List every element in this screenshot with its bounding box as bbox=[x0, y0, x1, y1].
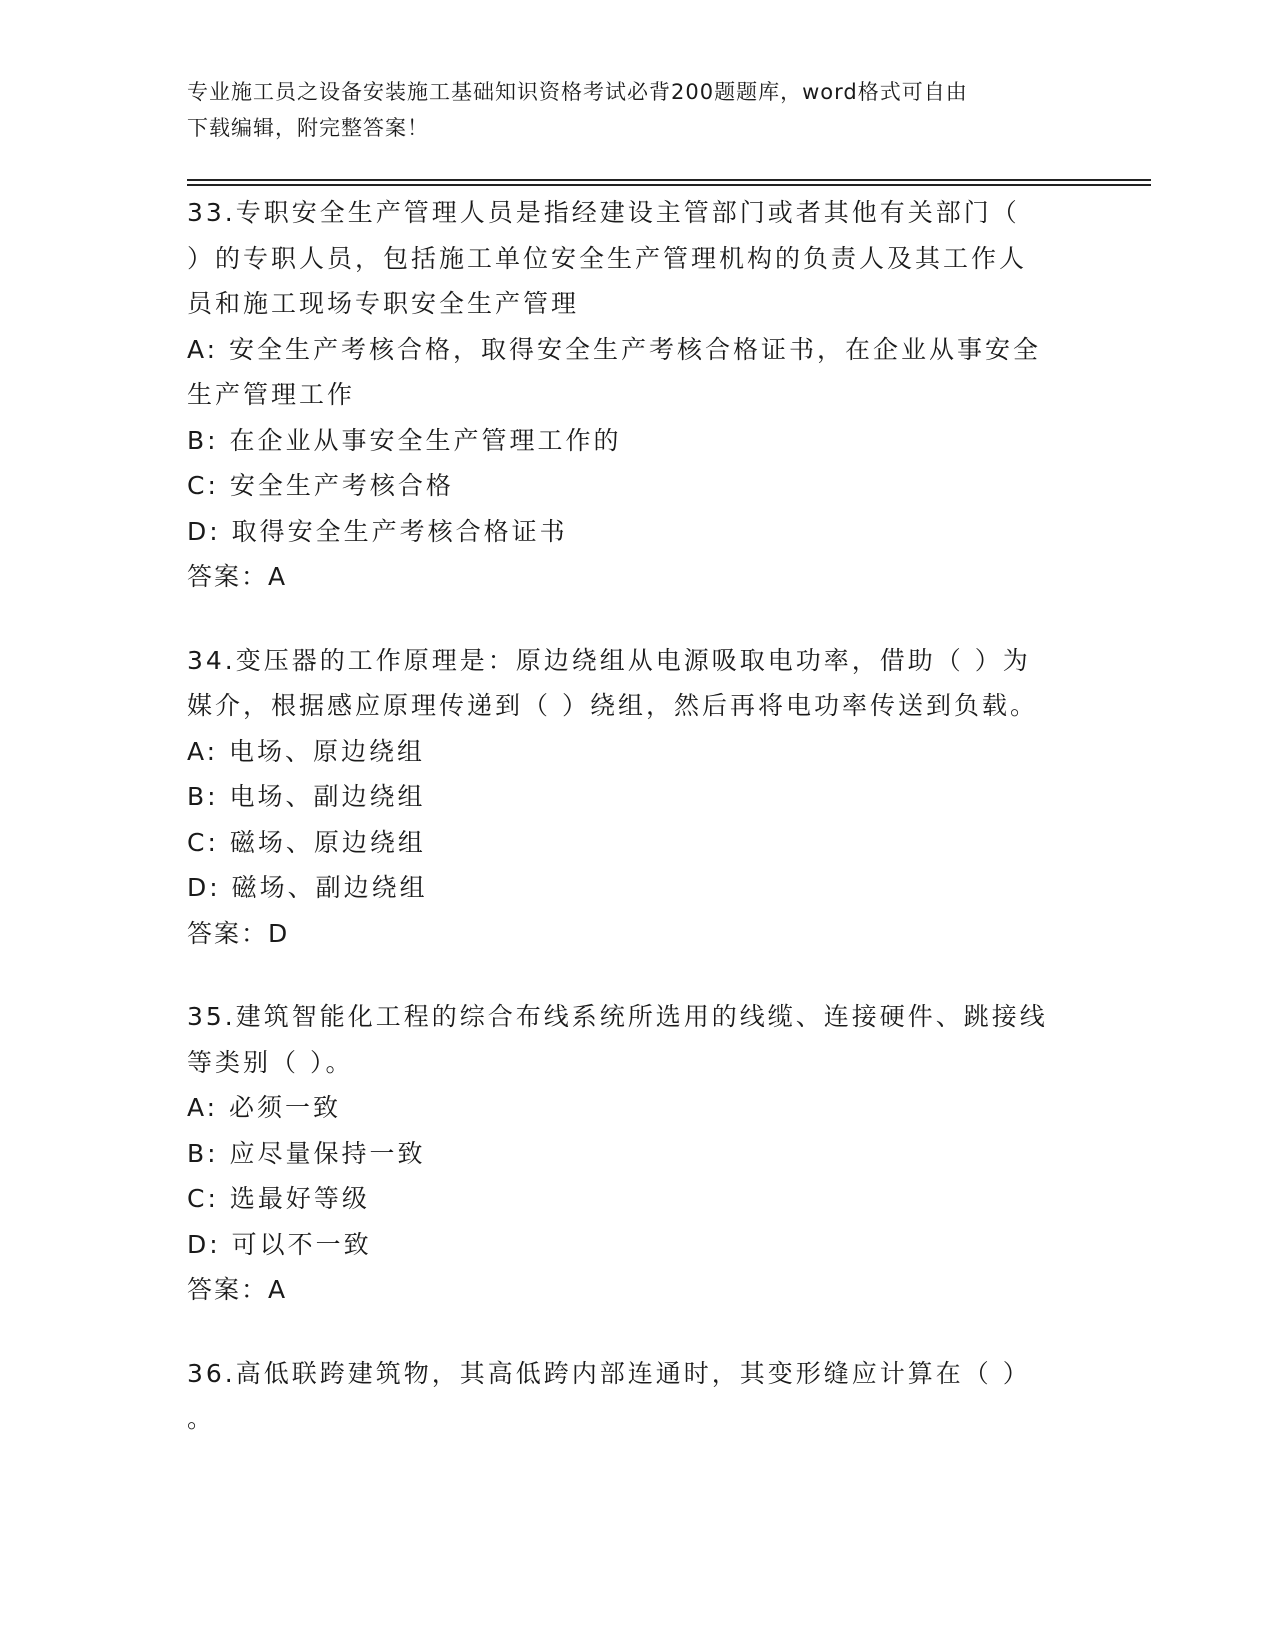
option-a-continued: 生产管理工作 bbox=[187, 380, 356, 409]
question-stem-line: 。 bbox=[187, 1404, 216, 1433]
page-header bbox=[187, 74, 1087, 146]
question-stem-line: 33.专职安全生产管理人员是指经建设主管部门或者其他有关部门（ bbox=[187, 198, 1020, 227]
question-36 bbox=[187, 1351, 1087, 1442]
answer-value: A bbox=[268, 562, 288, 591]
question-stem-line: 35.建筑智能化工程的综合布线系统所选用的线缆、连接硬件、跳接线 bbox=[187, 1002, 1048, 1031]
question-stem-line: 员和施工现场专职安全生产管理 bbox=[187, 289, 580, 318]
question-stem-line: ）的专职人员，包括施工单位安全生产管理机构的负责人及其工作人 bbox=[187, 243, 1028, 273]
option-d: D: 取得安全生产考核合格证书 bbox=[187, 516, 568, 546]
answer-line bbox=[187, 554, 1087, 600]
header-line-1: 专业施工员之设备安装施工基础知识资格考试必背200题题库，word格式可自由 bbox=[187, 80, 968, 104]
question-35 bbox=[187, 994, 1087, 1313]
question-stem-line: 等类别（ ）。 bbox=[187, 1047, 354, 1077]
question-stem-line: 36.高低联跨建筑物，其高低跨内部连通时，其变形缝应计算在（ ） bbox=[187, 1358, 1031, 1388]
option-c: C: 安全生产考核合格 bbox=[187, 471, 454, 500]
answer-value: A bbox=[268, 1275, 288, 1304]
header-divider-bottom bbox=[187, 184, 1151, 186]
option-b: B: 应尽量保持一致 bbox=[187, 1138, 426, 1168]
option-b: B: 在企业从事安全生产管理工作的 bbox=[187, 425, 622, 455]
option-d: D: 可以不一致 bbox=[187, 1229, 372, 1259]
option-a: A: 必须一致 bbox=[187, 1093, 342, 1122]
option-d: D: 磁场、副边绕组 bbox=[187, 873, 428, 902]
answer-label: 答案： bbox=[187, 918, 269, 948]
question-33 bbox=[187, 190, 1087, 600]
header-line-2: 下载编辑，附完整答案！ bbox=[187, 116, 429, 140]
question-stem-line: 34.变压器的工作原理是：原边绕组从电源吸取电功率，借助（ ）为 bbox=[187, 645, 1031, 675]
question-stem-line: 媒介，根据感应原理传递到（ ）绕组，然后再将电功率传送到负载。 bbox=[187, 691, 1038, 720]
answer-line bbox=[187, 911, 1087, 957]
question-list bbox=[187, 190, 1087, 1480]
option-a: A: 电场、原边绕组 bbox=[187, 736, 426, 766]
option-c: C: 选最好等级 bbox=[187, 1184, 370, 1213]
option-c: C: 磁场、原边绕组 bbox=[187, 827, 426, 857]
answer-label: 答案： bbox=[187, 562, 269, 591]
answer-value: D bbox=[268, 918, 290, 948]
option-b: B: 电场、副边绕组 bbox=[187, 782, 426, 811]
header-divider-top bbox=[187, 179, 1151, 181]
option-a: A: 安全生产考核合格，取得安全生产考核合格证书，在企业从事安全 bbox=[187, 334, 1042, 364]
answer-label: 答案： bbox=[187, 1275, 269, 1304]
question-34 bbox=[187, 638, 1087, 957]
answer-line bbox=[187, 1267, 1087, 1313]
